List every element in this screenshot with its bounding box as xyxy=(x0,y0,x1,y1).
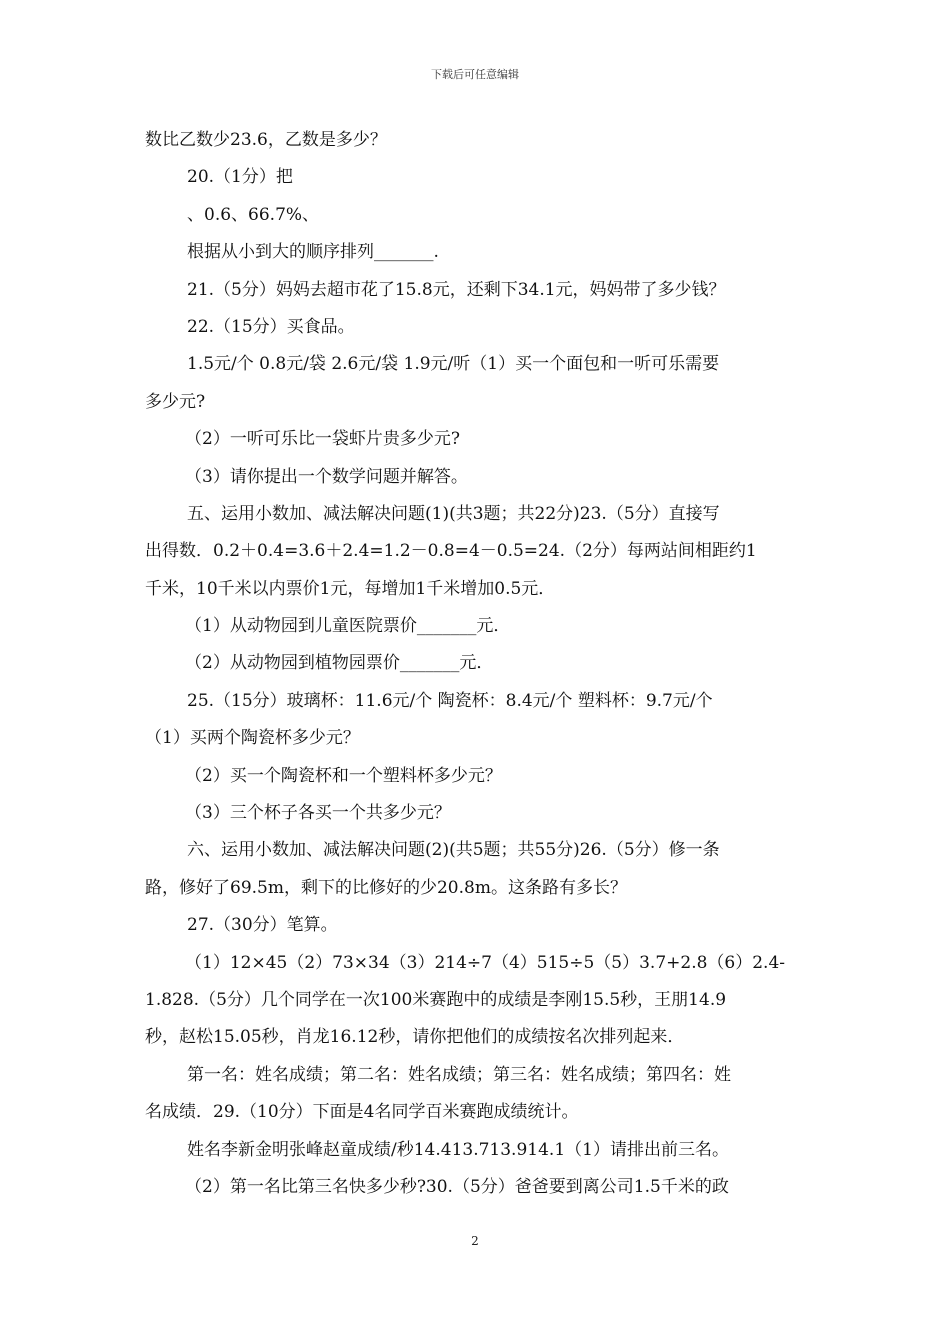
text-line: 五、运用小数加、减法解决问题(1)(共3题；共22分)23.（5分）直接写 xyxy=(187,503,720,524)
text-line: 1.828.（5分）几个同学在一次100米赛跑中的成绩是李刚15.5秒，王朋14.9 xyxy=(145,989,727,1010)
text-line: 、0.6、66.7%、 xyxy=(187,204,320,225)
text-line: （2）一听可乐比一袋虾片贵多少元? xyxy=(185,429,460,450)
text-line: 第一名：姓名成绩；第二名：姓名成绩；第三名：姓名成绩；第四名：姓 xyxy=(187,1064,731,1085)
text-line: 千米，10千米以内票价1元，每增加1千米增加0.5元． xyxy=(145,578,556,599)
text-line: （3）请你提出一个数学问题并解答。 xyxy=(185,466,468,487)
text-line: 20.（1分）把 xyxy=(187,167,293,188)
text-line: 出得数．0.2＋0.4=3.6＋2.4=1.2－0.8=4－0.5=24.（2分）每两站间相距约1 xyxy=(145,541,757,562)
text-line: 根据从小到大的顺序排列_______. xyxy=(187,242,439,263)
page-number: 2 xyxy=(471,1234,479,1248)
text-line: 27.（30分）笔算。 xyxy=(187,915,338,936)
text-line: 名成绩．29.（10分）下面是4名同学百米赛跑成绩统计。 xyxy=(145,1102,579,1123)
text-line: 六、运用小数加、减法解决问题(2)(共5题；共55分)26.（5分）修一条 xyxy=(187,840,720,861)
text-line: 数比乙数少23.6，乙数是多少？ xyxy=(145,130,387,150)
text-line: 21.（5分）妈妈去超市花了15.8元，还剩下34.1元，妈妈带了多少钱？ xyxy=(187,279,726,300)
text-line: （1）买两个陶瓷杯多少元？ xyxy=(145,728,360,749)
text-line: 秒，赵松15.05秒，肖龙16.12秒，请你把他们的成绩按名次排列起来． xyxy=(145,1027,685,1048)
text-line: （2）从动物园到植物园票价_______元． xyxy=(185,653,494,674)
text-line: （1）从动物园到儿童医院票价_______元． xyxy=(185,616,511,637)
text-line: 姓名李新金明张峰赵童成绩/秒14.413.713.914.1（1）请排出前三名。 xyxy=(187,1139,729,1160)
text-line: 1.5元/个 0.8元/袋 2.6元/袋 1.9元/听（1）买一个面包和一听可乐需要 xyxy=(187,354,720,375)
text-line: 路，修好了69.5m，剩下的比修好的少20.8m。这条路有多长？ xyxy=(145,877,627,898)
text-line: 22.（15分）买食品。 xyxy=(187,316,355,337)
page-header: 下载后可任意编辑 xyxy=(431,68,519,81)
text-line: （1）12×45（2）73×34（3）214÷7（4）515÷5（5）3.7+2.8（6）2.4- xyxy=(185,952,786,973)
text-line: 25.（15分）玻璃杯：11.6元/个 陶瓷杯：8.4元/个 塑料杯：9.7元/个 xyxy=(187,690,713,711)
text-line: （2）买一个陶瓷杯和一个塑料杯多少元？ xyxy=(185,765,502,786)
document-body xyxy=(145,122,810,1206)
text-line: （2）第一名比第三名快多少秒?30.（5分）爸爸要到离公司1.5千米的政 xyxy=(185,1176,729,1197)
text-line: 多少元? xyxy=(145,391,206,412)
text-line: （3）三个杯子各买一个共多少元？ xyxy=(185,803,451,824)
